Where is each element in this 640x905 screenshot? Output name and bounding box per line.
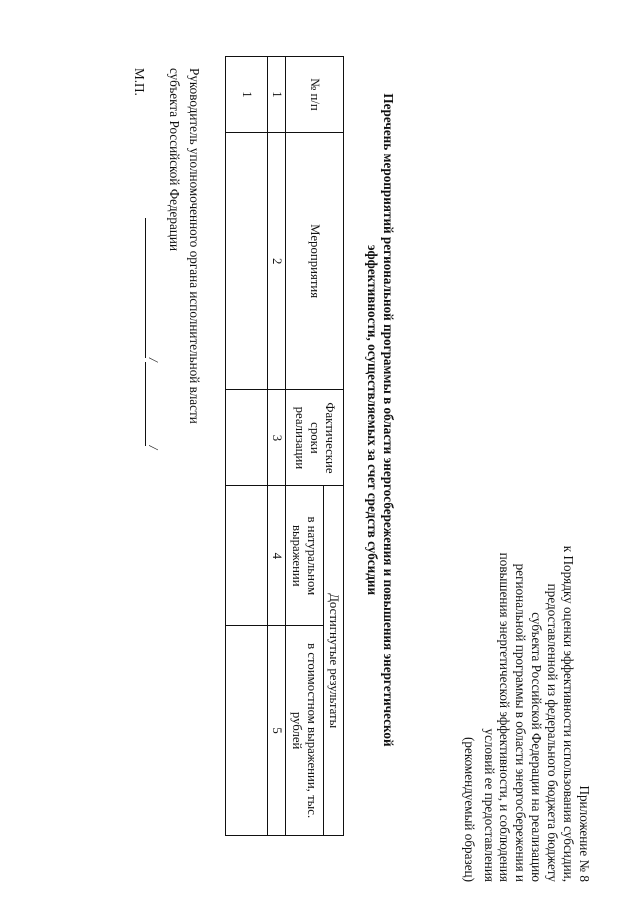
name-field xyxy=(145,362,162,446)
signature-title: Руководитель уполномоченного органа исполнительной власти xyxy=(187,68,202,424)
annex-line: субъекта Российской Федерации на реализацию xyxy=(529,612,545,882)
signature-subject: субъекта Российской Федерации xyxy=(167,68,182,252)
row-cost xyxy=(226,626,268,836)
signature-separator: / xyxy=(146,358,161,362)
title-line: Перечень мероприятий региональной программы в области энергосбережения и повышения энергетической xyxy=(381,93,396,747)
column-index: 2 xyxy=(268,132,286,390)
annex-line: условий ее предоставления xyxy=(481,728,497,882)
annex-line: предоставленной из федерального бюджета бюджету xyxy=(545,583,561,882)
header-number: № п/п xyxy=(286,57,344,133)
column-index-row xyxy=(268,57,286,836)
signature-line xyxy=(166,68,182,528)
header-results: Достигнутые результаты xyxy=(324,486,344,836)
header-events: Мероприятия xyxy=(286,132,344,390)
stamp-place: М.П. xyxy=(132,68,147,96)
sample-note: (рекомендуемый образец) xyxy=(461,737,477,882)
row-number: 1 xyxy=(226,57,268,133)
annex-line: повышения энергетической эффективности, и соблюдения xyxy=(497,552,513,882)
row-event xyxy=(226,132,268,390)
document-title xyxy=(364,60,396,780)
column-index: 5 xyxy=(268,626,286,836)
title-line: эффективности, осуществляемых за счет средств субсидии xyxy=(365,244,380,596)
annex-line: Приложение № 8 xyxy=(577,785,592,882)
annex-header xyxy=(461,542,592,882)
annex-line: к Порядку оценки эффективности использования субсидии, xyxy=(561,545,577,882)
signature-end: / xyxy=(146,445,161,450)
table-row xyxy=(226,57,268,836)
column-index: 3 xyxy=(268,390,286,486)
signature-fields xyxy=(145,218,162,528)
signature-block xyxy=(145,68,202,528)
annex-line: региональной программы в области энергосбережения и xyxy=(513,563,529,882)
signature-field xyxy=(145,218,162,358)
events-table xyxy=(225,56,344,836)
column-index: 1 xyxy=(268,57,286,133)
header-cost: в стоимостном выражении, тыс. рублей xyxy=(286,626,324,836)
column-index: 4 xyxy=(268,486,286,626)
header-actual-dates: Фактические сроки реализации xyxy=(286,390,344,486)
row-dates xyxy=(226,390,268,486)
row-natural xyxy=(226,486,268,626)
header-natural: в натуральном выражении xyxy=(286,486,324,626)
